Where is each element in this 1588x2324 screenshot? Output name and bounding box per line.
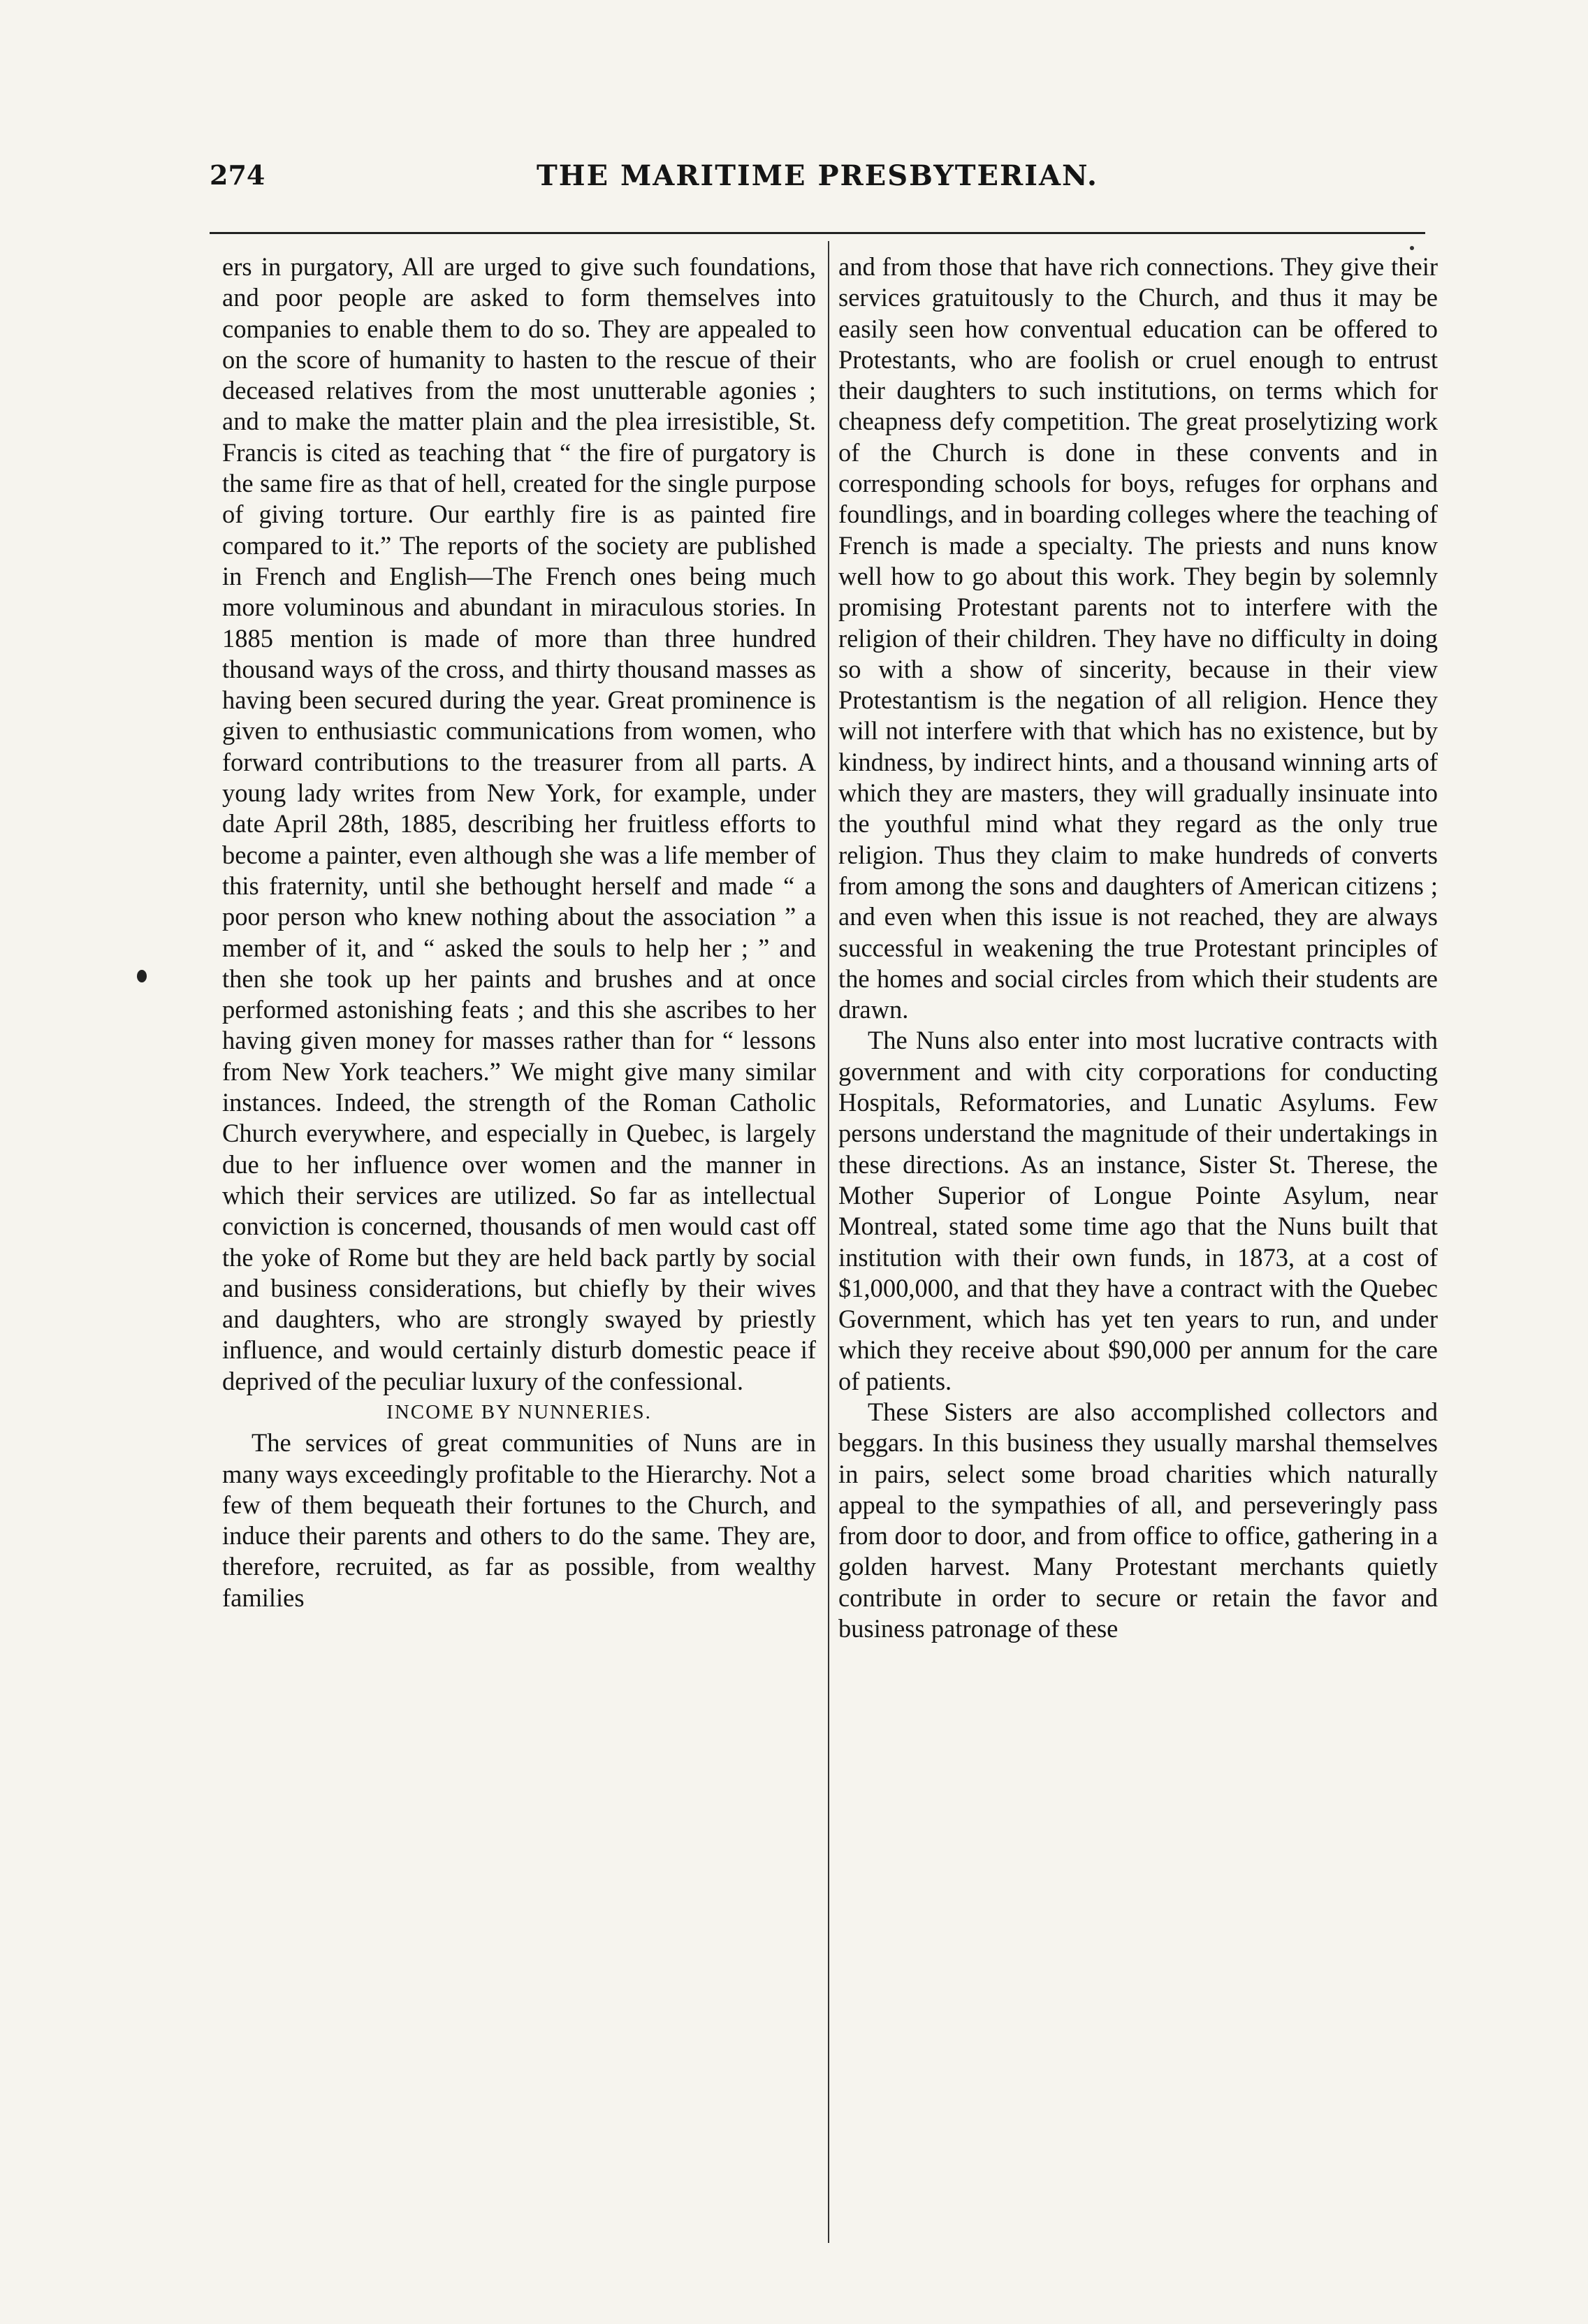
right-paragraph-3: These Sisters are also accomplished collectors and beggars. In this business they usually marshal themselves in pairs, select some broad charities which naturally appeal to the sympathies of all, and perseveringly pass from door to door, and from office to office, gathering in a golden harvest. Many Protestant merchants quietly contribute in order to secure or retain the favor and business patronage of these [838, 1397, 1438, 1643]
right-paragraph-1: and from those that have rich connections. They give their services gratuitously to the Church, and thus it may be easily seen how conventual education can be offered to Protestants, who are foolish or cruel enough to entrust their daughters to such institutions, on terms which for cheapness defy competition. The great proselytizing work of the Church is done in these convents and in corresponding schools for boys, refuges for orphans and foundlings, and in boarding colleges where the teaching of French is made a specialty. The priests and nuns know well how to go about this work. They begin by solemnly promising Protestant parents not to interfere with the religion of their children. They have no difficulty in doing so with a show of sincerity, because in their view Protestantism is the negation of all religion. Hence they will not interfere with that which has no existence, but by kindness, by indirect hints, and a thousand winning arts of which they are masters, they will gradually insinuate into the youthful mind what they regard as the only true religion. Thus they claim to make hundreds of converts from among the sons and daughters of American citizens ; and even when this issue is not reached, they are always successful in weakening the true Protestant principles of the homes and social circles from which their students are drawn. [838, 252, 1438, 1024]
page-header [210, 159, 1425, 201]
ink-dot [1410, 246, 1414, 250]
header-rule [210, 232, 1425, 234]
left-paragraph-2: The services of great communities of Nuns are in many ways exceedingly profitable to the Hierarchy. Not a few of them bequeath their fortunes to the Church, and induce their parents and others to do the same. They are, therefore, recruited, as far as possible, from wealthy families [222, 1428, 816, 1612]
left-paragraph-1: ers in purgatory, All are urged to give such foundations, and poor people are asked to form themselves into companies to enable them to do so. They are appealed to on the score of humanity to hasten to the rescue of their deceased relatives from the most unutterable agonies ; and to make the matter plain and the plea irresistible, St. Francis is cited as teaching that “ the fire of purgatory is the same fire as that of hell, created for the single purpose of giving torture. Our earthly fire is as painted fire compared to it.” The reports of the society are published in French and English—The French ones being much more voluminous and abundant in miraculous stories. In 1885 mention is made of more than three hundred thousand ways of the cross, and thirty thousand masses as having been secured during the year. Great prominence is given to enthusiastic communications from women, who forward contributions to the treasurer from all parts. A young lady writes from New York, for example, under date April 28th, 1885, describing her fruitless efforts to become a painter, even although she was a life member of this fraternity, until she bethought herself and made “ a poor person who knew nothing about the association ” a member of it, and “ asked the souls to help her ; ” and then she took up her paints and brushes and at once performed astonishing feats ; and this she ascribes to her having given money for masses rather than for “ lessons from New York teachers.” We might give many similar instances. Indeed, the strength of the Roman Catholic Church everywhere, and especially in Quebec, is largely due to her influence over women and the manner in which their services are utilized. So far as intellectual conviction is concerned, thousands of men would cast off the yoke of Rome but they are held back partly by social and business considerations, but chiefly by their wives and daughters, who are strongly swayed by priestly influence, and would certainly disturb domestic peace if deprived of the peculiar luxury of the confessional. [222, 252, 816, 1395]
left-column [222, 252, 816, 2243]
right-paragraph-2: The Nuns also enter into most lucrative contracts with government and with city corporations for conducting Hospitals, Reformatories, and Lunatic Asylums. Few persons understand the magnitude of their undertakings in these directions. As an instance, Sister St. Therese, the Mother Superior of Longue Pointe Asylum, near Montreal, stated some time ago that the Nuns built that institution with their own funds, in 1873, at a cost of $1,000,000, and that they have a contract with the Quebec Government, which has yet ten years to run, and under which they receive about $90,000 per annum for the care of patients. [838, 1026, 1438, 1395]
ink-blot [137, 970, 147, 982]
column-divider [828, 241, 829, 2243]
running-title: THE MARITIME PRESBYTERIAN. [537, 159, 1098, 192]
section-subheading: INCOME BY NUNNERIES. [386, 1400, 652, 1423]
right-column [838, 252, 1438, 2243]
page-number: 274 [210, 159, 265, 191]
